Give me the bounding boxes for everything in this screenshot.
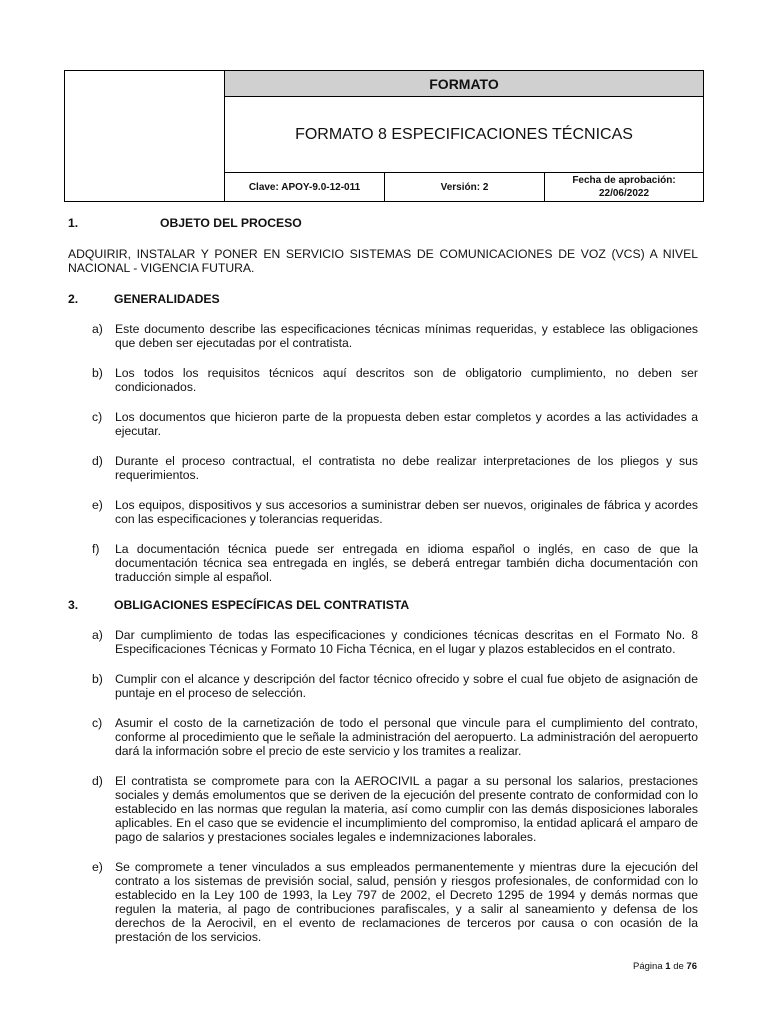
document-body [68,214,698,944]
approval-date-cell [545,173,703,201]
section-paragraph: ADQUIRIR, INSTALAR Y PONER EN SERVICIO SISTEMAS DE COMUNICACIONES DE VOZ (VCS) A NIVEL NACIONAL - VIGENCIA FUTURA. [68,247,698,275]
section-list [68,628,698,944]
list-item-label: a) [92,628,103,642]
logo-cell [65,71,225,201]
list-item-label: c) [92,716,103,730]
list-item-text: Los todos los requisitos técnicos aquí descritos son de obligatorio cumplimiento, no deben ser condicionados. [115,366,698,394]
section-number: 2. [68,292,79,306]
list-item-text: Cumplir con el alcance y descripción del factor técnico ofrecido y sobre el cual fue objeto de asignación de puntaje en el proceso de selección. [115,672,698,700]
list-item-label: e) [92,498,103,512]
section-title: OBLIGACIONES ESPECÍFICAS DEL CONTRATISTA [114,598,410,612]
document-code: Clave: APOY-9.0-12-011 [225,173,385,201]
page-word: Página [633,961,663,972]
list-item-text: Durante el proceso contractual, el contratista no debe realizar interpretaciones de los pliegos y sus requerimientos. [115,454,698,482]
list-item-label: e) [92,860,103,874]
list-item [68,410,698,438]
document-version: Versión: 2 [385,173,545,201]
list-item-label: b) [92,672,103,686]
section-number: 1. [68,216,79,230]
header-table [64,70,704,202]
page-footer [633,961,697,972]
page-total: 76 [686,961,697,972]
list-item-label: d) [92,774,103,788]
list-item [68,716,698,758]
section-number: 3. [68,598,79,612]
list-item-label: c) [92,410,103,424]
header-meta-row [225,173,703,201]
list-item-text: Los equipos, dispositivos y sus accesorios a suministrar deben ser nuevos, originales de fábrica y acordes con las especificaciones y tolerancias requeridas. [115,498,698,526]
list-item-label: b) [92,366,103,380]
list-item [68,774,698,844]
list-item-label: f) [92,542,100,556]
list-item [68,454,698,482]
approval-date-value: 22/06/2022 [598,188,650,199]
list-item [68,860,698,944]
list-item-text: Asumir el costo de la carnetización de todo el personal que vincule para el cumplimiento del contrato, conforme al procedimiento que le señale la administración del aeropuerto. La administración del aeropuerto dará la información sobre el precio de este servicio y los tramites a realizar. [115,716,698,758]
section-list [68,322,698,584]
list-item-text: Los documentos que hicieron parte de la propuesta deben estar completos y acordes a las actividades a ejecutar. [115,410,698,438]
list-item-label: a) [92,322,103,336]
section-title: GENERALIDADES [114,292,220,306]
list-item [68,498,698,526]
list-item-text: Se compromete a tener vinculados a sus empleados permanentemente y mientras dure la ejecución del contrato a los sistemas de previsión social, salud, pensión y riesgos profesionales, de conformidad con lo establecido en la Ley 100 de 1993, la Ley 797 de 2002, el Decreto 1295 de 1994 y demás normas que regulen la materia, al pago de contribuciones parafiscales, y a salir al saneamiento y defensa de los derechos de la Aerocivil, en el evento de reclamaciones de terceros por causa o con ocasión de la prestación de los servicios. [115,860,698,944]
document-name: FORMATO 8 ESPECIFICACIONES TÉCNICAS [225,97,703,173]
list-item-text: La documentación técnica puede ser entregada en idioma español o inglés, en caso de que la documentación técnica sea entregada en inglés, se deberá entregar también dicha documentación con traducción simple al español. [115,542,698,584]
page-current: 1 [665,961,671,972]
list-item [68,628,698,656]
list-item-label: d) [92,454,103,468]
section-heading [68,292,698,306]
list-item [68,322,698,350]
approval-date-label: Fecha de aprobación: [572,175,676,186]
list-item-text: Este documento describe las especificaciones técnicas mínimas requeridas, y establece las obligaciones que deben ser ejecutadas por el contratista. [115,322,698,350]
list-item-text: El contratista se compromete para con la AEROCIVIL a pagar a su personal los salarios, prestaciones sociales y demás emolumentos que se deriven de la ejecución del presente contrato de conformidad con lo establecido en las normas que regulan la materia, así como cumplir con las demás disposiciones laborales aplicables. En el caso que se evidencie el incumplimiento del compromiso, la entidad aplicará el amparo de pago de salarios y prestaciones sociales legales e indemnizaciones laborales. [115,774,698,844]
section-title: OBJETO DEL PROCESO [160,216,302,230]
list-item-text: Dar cumplimiento de todas las especificaciones y condiciones técnicas descritas en el Formato No. 8 Especificaciones Técnicas y Formato 10 Ficha Técnica, en el lugar y plazos establecidos en el contrato. [115,628,698,656]
of-word: de [673,961,684,972]
list-item [68,542,698,584]
section-heading [68,598,698,612]
section-heading [68,216,698,230]
list-item [68,366,698,394]
format-band-title: FORMATO [225,71,703,97]
list-item [68,672,698,700]
